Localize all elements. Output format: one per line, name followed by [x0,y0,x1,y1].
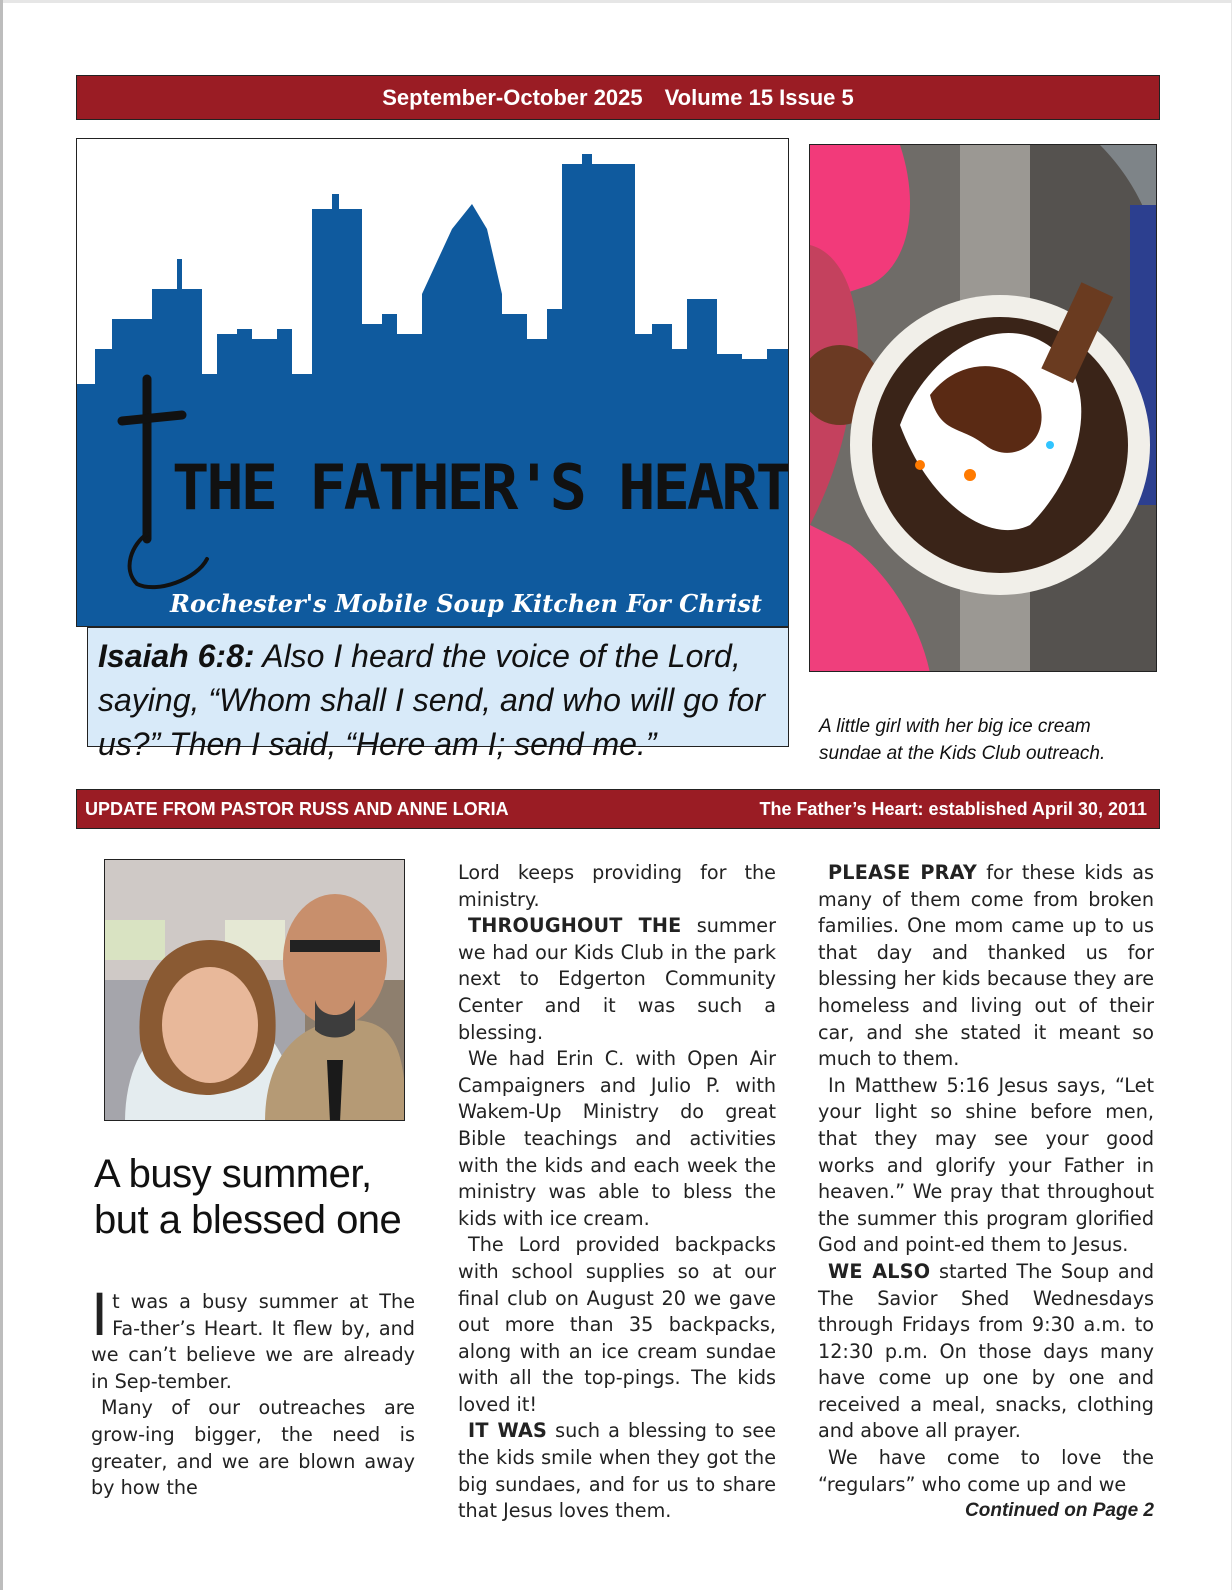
article-paragraph: We have come to love the “regulars” who come up and we [818,1446,1154,1496]
article-paragraph: In Matthew 5:16 Jesus says, “Let your light so shine before men, that they may see your good works and glorify your Father in heaven.” We pray that throughout the summer this program glorified God and point-ed them to Jesus. [818,1073,1154,1257]
masthead-logo [76,138,789,627]
issue-volume: Volume 15 Issue 5 [664,84,854,110]
article-paragraph: We had Erin C. with Open Air Campaigners and Julio P. with Wakem-Up Ministry do great Bible teachings and activities with the kids and each week the ministry was able to bless the kids with ice cream. [458,1047,776,1230]
article-paragraph: PLEASE PRAY for these kids as many of them come from broken families. One mom came up to us that day and thanked us for blessing her kids because they are homeless and living out of their car, and she stated it meant so much to them. [818,861,1154,1071]
photo-caption: A little girl with her big ice cream sundae at the Kids Club outreach. [819,716,1106,764]
verse-reference: Isaiah 6:8: [98,638,255,674]
logo-title: THE FATHER'S HEART [172,451,790,524]
established-note: The Father’s Heart: established April 30, 2011 [759,798,1147,819]
article-paragraph: It was a busy summer at The Fa-ther’s Heart. It flew by, and we can’t believe we are already in Sep-tember. [91,1281,415,1393]
verse-text: Also I heard the voice of the Lord, saying, “Whom shall I send, and who will go for us?” Then I said, “Here am I; send me.” [98,638,765,762]
article-column-3 [818,860,1154,1525]
newsletter-page [3,3,1231,1590]
logo-tagline: Rochester's Mobile Soup Kitchen For Christ [170,589,762,618]
article-paragraph: Many of our outreaches are grow-ing bigger, the need is greater, and we are blown away by how the [91,1396,415,1500]
article-paragraph: The Lord provided backpacks with school supplies so at our final club on August 20 we gave out more than 35 backpacks, along with an ice cream sundae with all the top-pings. The kids loved it! [458,1233,776,1416]
skyline-graphic [77,139,789,627]
section-title: UPDATE FROM PASTOR RUSS AND ANNE LORIA [85,798,509,819]
article-paragraph: IT WAS such a blessing to see the kids smile when they got the big sundaes, and for us to share that Jesus loves them. [458,1419,776,1523]
issue-date: September-October 2025 [382,84,643,110]
article-headline: A busy summer, but a blessed one [94,1152,402,1242]
article-paragraph: Lord keeps providing for the ministry. [458,861,776,911]
pastor-portrait [104,859,405,1121]
article-column-2 [458,860,776,1525]
article-paragraph: THROUGHOUT THE summer we had our Kids Club in the park next to Edgerton Community Center and it was such a blessing. [458,914,776,1044]
section-banner [76,789,1160,829]
scripture-box [87,627,789,762]
drop-cap: I [91,1281,109,1349]
continued-link[interactable]: Continued on Page 2 [965,1500,1154,1522]
article-paragraph: WE ALSO started The Soup and The Savior Shed Wednesdays through Fridays from 9:30 a.m. to 12:30 p.m. On those days many have come up one by one and received a meal, snacks, clothing and above all prayer. [818,1259,1154,1443]
issue-banner [76,75,1160,120]
article-column-1 [91,1281,415,1502]
ice-cream-photo [809,144,1157,672]
